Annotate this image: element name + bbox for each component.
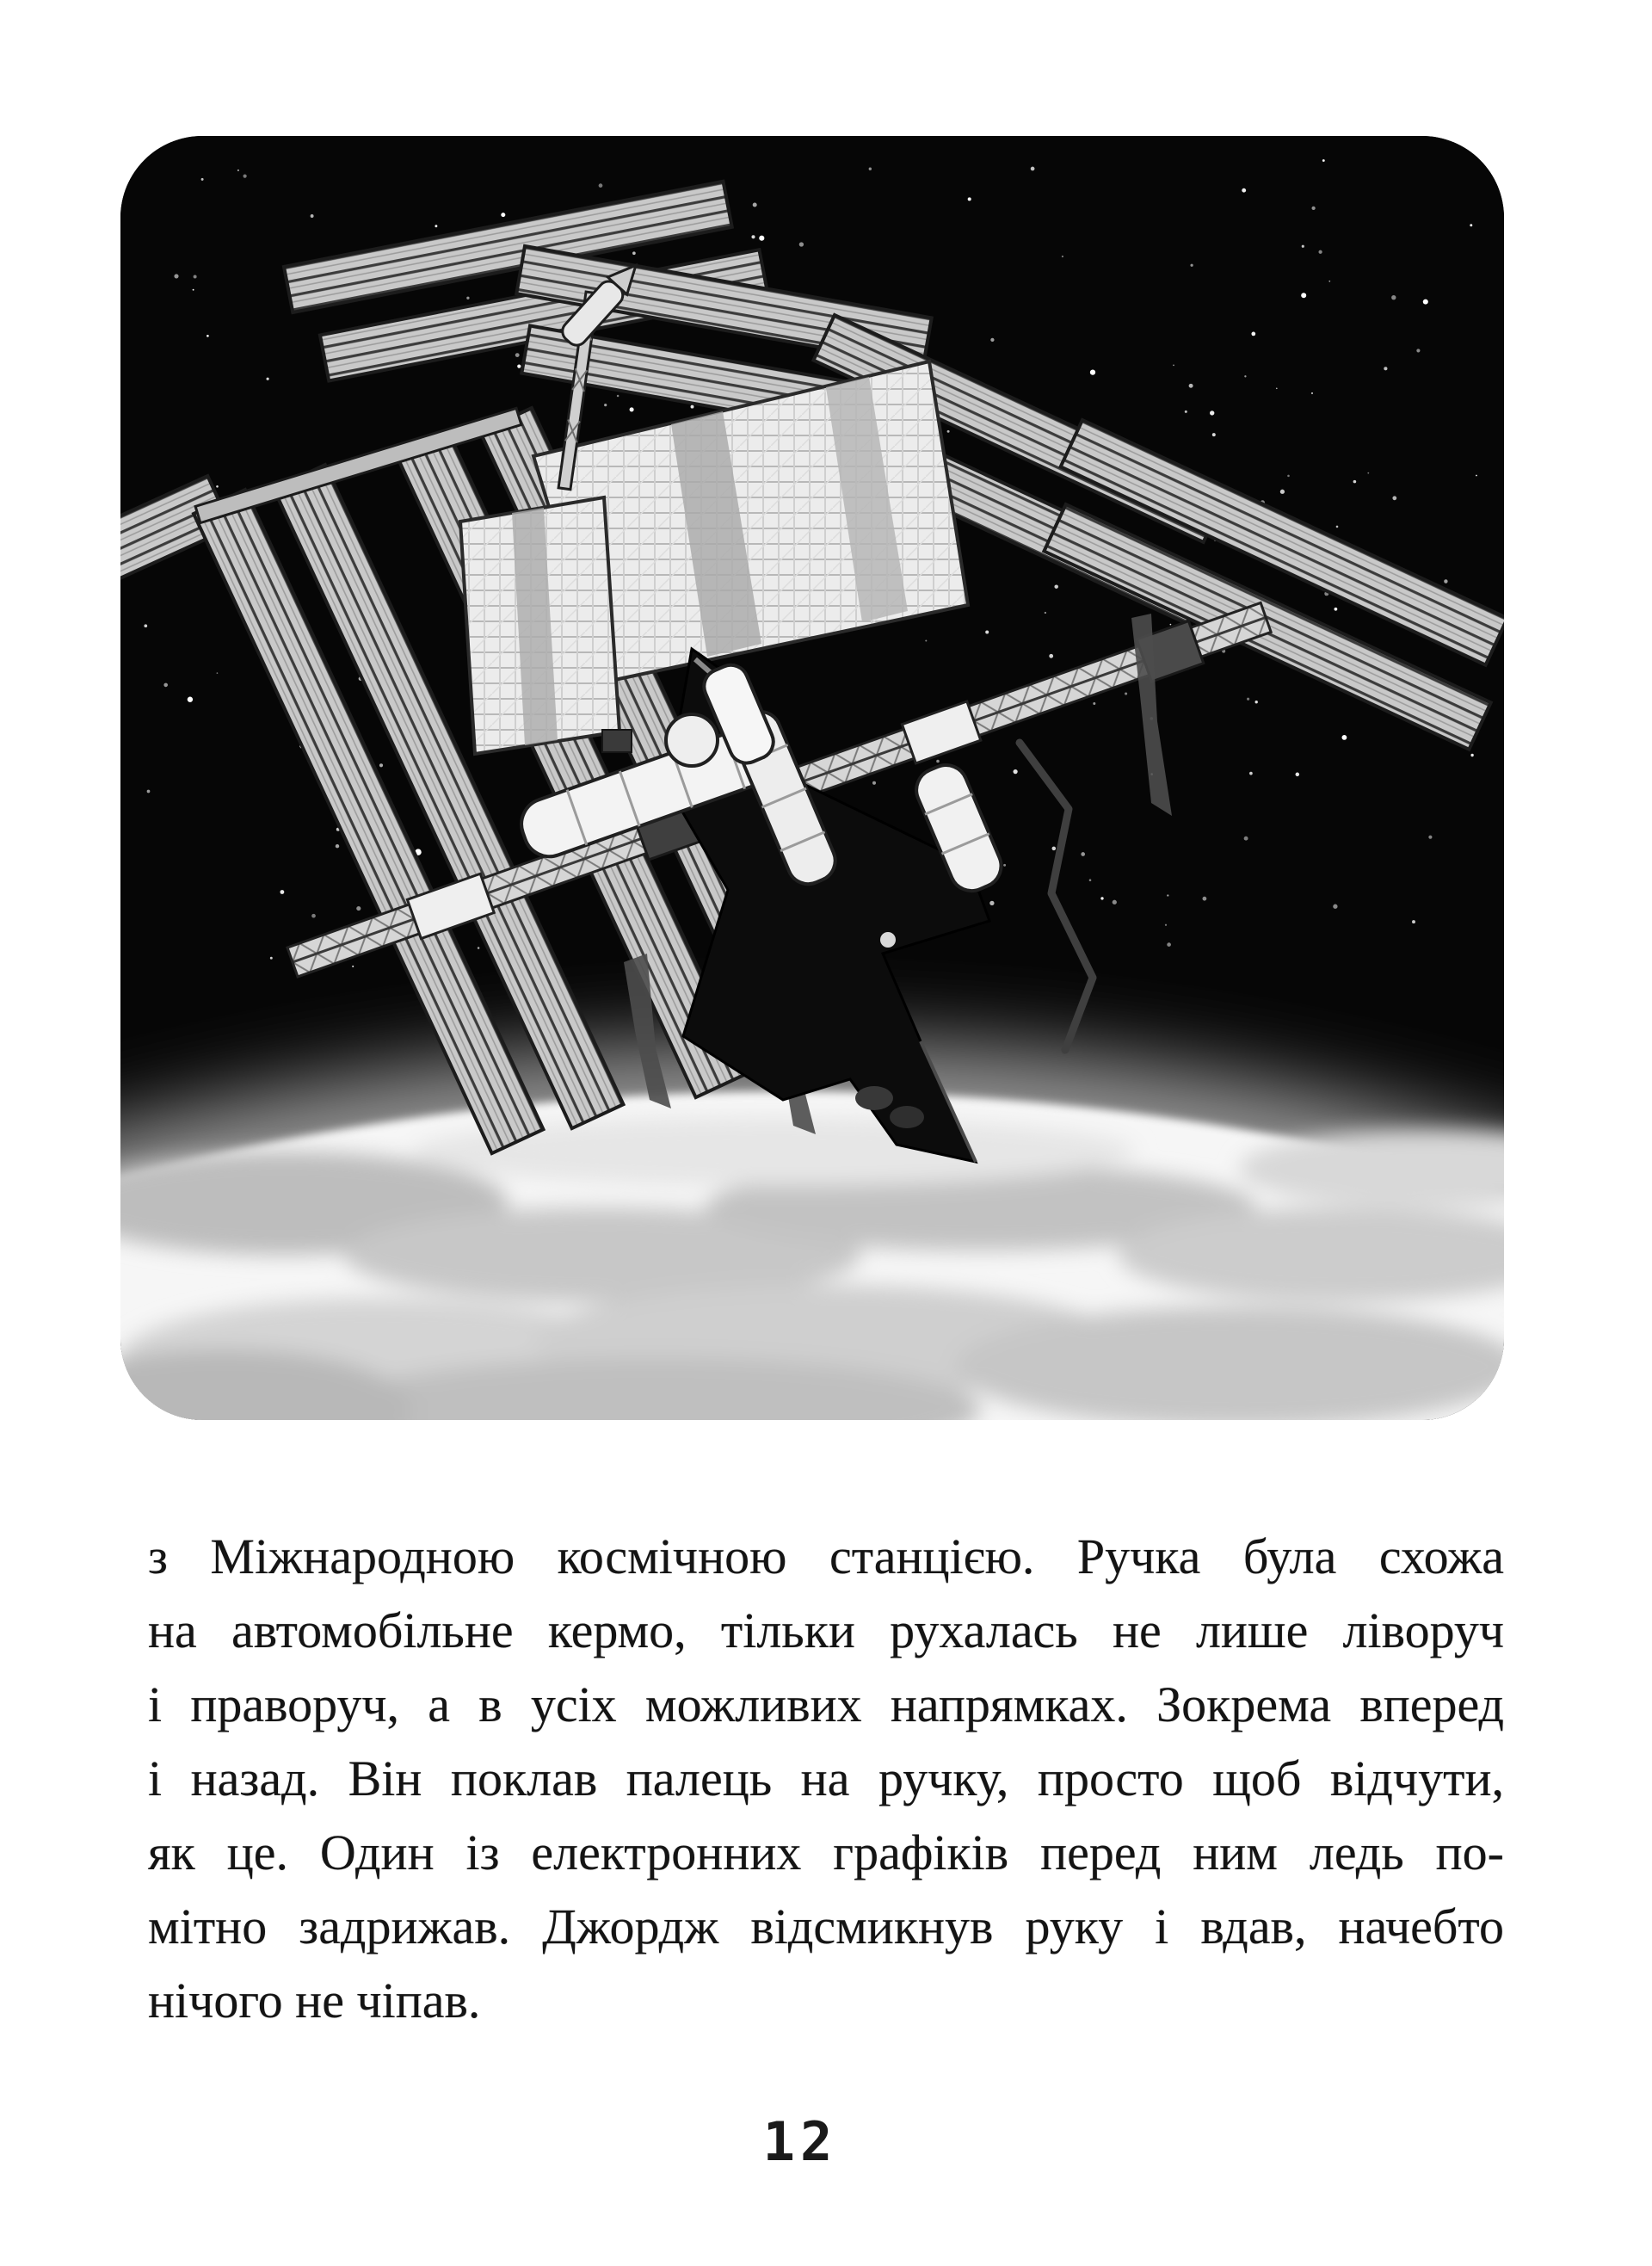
iss-illustration-canvas [120,136,1504,1420]
iss-illustration [120,136,1504,1420]
earth [120,1040,1504,1420]
paragraph-line: нічого не чіпав. [148,1973,481,2028]
paragraph-line: як це. Один із електронних графіків перед ним ледь по- [148,1825,1504,1880]
paragraph-line: і праворуч, а в усіх можливих напрямках. Зокрема вперед [148,1676,1504,1732]
paragraph-line: з Міжнародною космічною станцією. Ручка була схожа [148,1528,1504,1584]
paragraph-line: на автомобільне кермо, тільки рухалась не лише ліворуч [148,1602,1504,1658]
paragraph-line: і назад. Він поклав палець на ручку, просто щоб відчути, [148,1750,1504,1806]
paragraph [148,1520,1504,2038]
page-number: 12 [762,2110,838,2173]
paragraph-line: мітно задрижав. Джордж відсмикнув руку і вдав, начебто [148,1899,1504,1954]
